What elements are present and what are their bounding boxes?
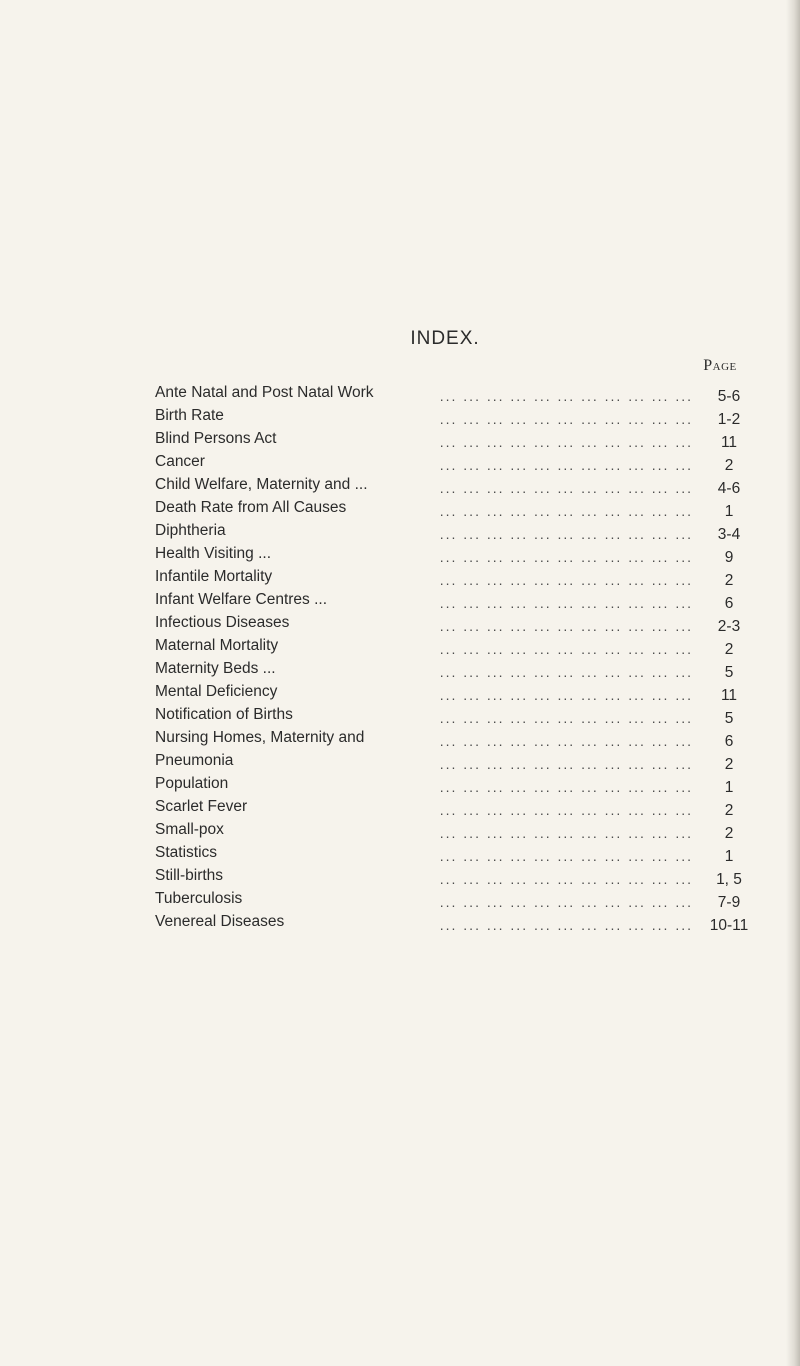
index-entry-label: Ante Natal and Post Natal Work [155,381,378,404]
index-entry [155,450,765,473]
index-entry-page: 11 [720,687,738,704]
index-entry-label: Infantile Mortality [155,565,276,588]
index-entry-leader: ... ... ... ... ... ... ... ... ... ... ... [439,618,693,634]
index-entry-label: Tuberculosis [155,887,246,910]
index-entry [155,381,765,404]
index-entry [155,726,765,749]
index-entry-page: 9 [724,549,734,566]
index-entry-label: Diphtheria [155,519,230,542]
index-entry [155,588,765,611]
index-entry-leader: ... ... ... ... ... ... ... ... ... ... ... [439,411,693,427]
index-entry-label: Birth Rate [155,404,228,427]
index-entry-page: 2 [724,641,734,658]
index-entry-label: Scarlet Fever [155,795,251,818]
index-entry-label: Infectious Diseases [155,611,293,634]
index-entry [155,749,765,772]
index-entry-page: 1 [724,779,734,796]
index-entry [155,841,765,864]
index-entry-label: Still-births [155,864,227,887]
index-entry [155,772,765,795]
index-entry-label: Health Visiting ... [155,542,275,565]
index-entry [155,680,765,703]
index-entry-page: 1-2 [717,411,741,428]
index-entry-page: 5 [724,664,734,681]
index-entry-page: 11 [720,434,738,451]
index-list [155,381,765,933]
index-entry-page: 1 [724,848,734,865]
index-entry-page: 2 [724,756,734,773]
index-entry [155,910,765,933]
index-entry-label: Small-pox [155,818,228,841]
index-entry [155,427,765,450]
index-entry [155,795,765,818]
index-entry-leader: ... ... ... ... ... ... ... ... ... ... ... [439,664,693,680]
index-entry-label: Statistics [155,841,221,864]
index-entry-label: Pneumonia [155,749,237,772]
index-entry [155,542,765,565]
index-entry-label: Child Welfare, Maternity and ... [155,473,372,496]
index-entry-leader: ... ... ... ... ... ... ... ... ... ... ... [439,641,693,657]
index-entry-leader: ... ... ... ... ... ... ... ... ... ... ... [439,549,693,565]
index-entry [155,703,765,726]
index-entry-label: Notification of Births [155,703,297,726]
index-entry-label: Infant Welfare Centres ... [155,588,331,611]
index-entry-label: Cancer [155,450,209,473]
index-entry [155,818,765,841]
index-entry [155,496,765,519]
index-entry-leader: ... ... ... ... ... ... ... ... ... ... ... [439,894,693,910]
index-entry-leader: ... ... ... ... ... ... ... ... ... ... ... [439,457,693,473]
index-entry-leader: ... ... ... ... ... ... ... ... ... ... ... [439,917,693,933]
index-entry [155,634,765,657]
index-entry [155,864,765,887]
index-entry-page: 6 [724,733,734,750]
index-entry-label: Venereal Diseases [155,910,288,933]
index-entry-leader: ... ... ... ... ... ... ... ... ... ... ... [439,710,693,726]
index-entry-label: Maternal Mortality [155,634,282,657]
index-entry [155,519,765,542]
index-entry-leader: ... ... ... ... ... ... ... ... ... ... ... [439,595,693,611]
index-entry-label: Nursing Homes, Maternity and [155,726,368,749]
index-entry-leader: ... ... ... ... ... ... ... ... ... ... ... [439,687,693,703]
index-entry-leader: ... ... ... ... ... ... ... ... ... ... ... [439,572,693,588]
index-entry-page: 2 [724,572,734,589]
index-entry-label: Maternity Beds ... [155,657,280,680]
index-entry-page: 2 [724,457,734,474]
index-entry [155,887,765,910]
index-entry-page: 3-4 [717,526,741,543]
index-entry-leader: ... ... ... ... ... ... ... ... ... ... ... [439,802,693,818]
index-entry [155,657,765,680]
index-entry-page: 2 [724,825,734,842]
index-entry-leader: ... ... ... ... ... ... ... ... ... ... ... [439,733,693,749]
index-entry-leader: ... ... ... ... ... ... ... ... ... ... ... [439,779,693,795]
index-entry-page: 1, 5 [716,871,742,888]
index-entry-page: 4-6 [717,480,741,497]
index-entry [155,404,765,427]
index-entry-leader: ... ... ... ... ... ... ... ... ... ... ... [439,825,693,841]
index-entry-page: 10-11 [709,917,749,934]
index-entry [155,565,765,588]
index-entry-page: 2-3 [717,618,741,635]
index-entry-leader: ... ... ... ... ... ... ... ... ... ... ... [439,503,693,519]
index-entry [155,611,765,634]
index-entry-leader: ... ... ... ... ... ... ... ... ... ... ... [439,526,693,542]
index-entry-page: 7-9 [717,894,741,911]
index-entry-leader: ... ... ... ... ... ... ... ... ... ... ... [439,388,693,404]
index-entry-leader: ... ... ... ... ... ... ... ... ... ... ... [439,480,693,496]
index-entry-leader: ... ... ... ... ... ... ... ... ... ... ... [439,756,693,772]
index-entry-leader: ... ... ... ... ... ... ... ... ... ... ... [439,871,693,887]
index-entry-page: 1 [724,503,734,520]
index-entry-label: Blind Persons Act [155,427,280,450]
index-entry [155,473,765,496]
index-entry-label: Population [155,772,232,795]
index-entry-page: 5-6 [717,388,741,405]
index-entry-leader: ... ... ... ... ... ... ... ... ... ... ... [439,848,693,864]
index-entry-label: Mental Deficiency [155,680,281,703]
index-entry-leader: ... ... ... ... ... ... ... ... ... ... ... [439,434,693,450]
index-entry-page: 6 [724,595,734,612]
page-column-header: Page [703,357,737,374]
index-entry-page: 2 [724,802,734,819]
page-edge-shadow [786,0,800,1366]
index-entry-page: 5 [724,710,734,727]
index-title: INDEX. [410,328,480,349]
index-entry-label: Death Rate from All Causes [155,496,350,519]
